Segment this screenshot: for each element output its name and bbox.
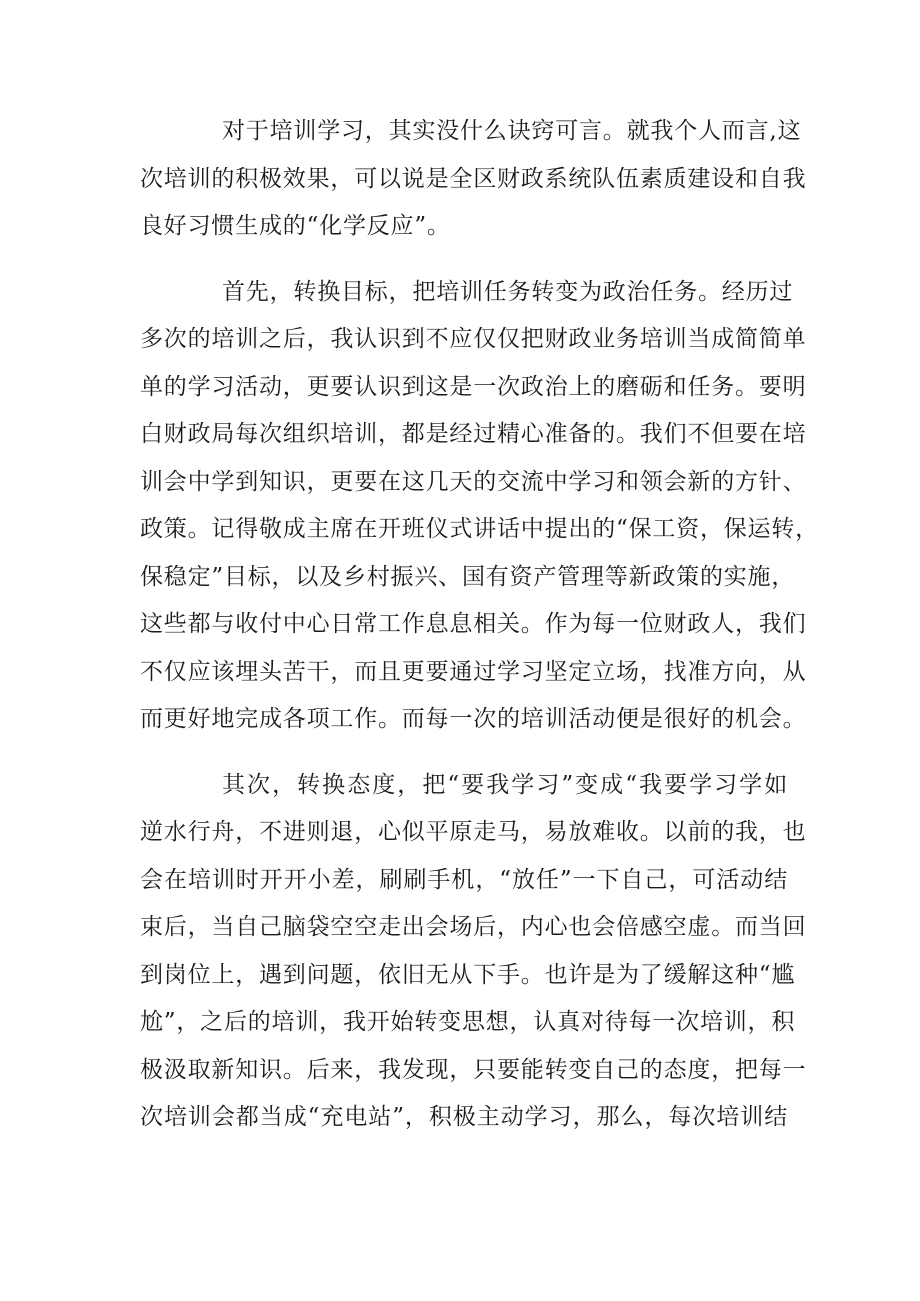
paragraph-1-line-1: 对于培训学习，其实没什么诀窍可言。就我个人而言,这 [222,118,802,144]
paragraph-3-line-7: 极汲取新知识。后来，我发现，只要能转变自己的态度，把每一 [140,1057,807,1083]
paragraph-3-line-5: 到岗位上，遇到问题，依旧无从下手。也许是为了缓解这种“尴 [140,962,796,988]
paragraph-2-line-5: 训会中学到知识，更要在这几天的交流中学习和领会新的方针、 [140,469,807,495]
paragraph-3-line-1: 其次，转换态度，把“要我学习”变成“我要学习学如 [222,772,788,798]
paragraph-2-line-9: 不仅应该埋头苦干，而且更要通过学习坚定立场，找准方向，从 [140,659,807,685]
paragraph-3-line-2: 逆水行舟，不进则退，心似平原走马，易放难收。以前的我，也 [140,819,807,845]
paragraph-2-line-3: 单的学习活动，更要认识到这是一次政治上的磨砺和任务。要明 [140,374,807,400]
paragraph-2-line-7: 保稳定”目标，以及乡村振兴、国有资产管理等新政策的实施， [140,564,796,590]
paragraph-3-line-3: 会在培训时开开小差，刷刷手机，“放任”一下自己，可活动结 [140,867,788,893]
paragraph-3-line-6: 尬”，之后的培训，我开始转变思想，认真对待每一次培训，积 [140,1009,796,1035]
paragraph-2-line-1: 首先，转换目标，把培训任务转变为政治任务。经历过 [222,279,794,305]
paragraph-2-line-8: 这些都与收付中心日常工作息息相关。作为每一位财政人，我们 [140,611,807,637]
paragraph-1-line-2: 次培训的积极效果，可以说是全区财政系统队伍素质建设和自我 [140,166,807,192]
paragraph-2-line-10: 而更好地完成各项工作。而每一次的培训活动便是很好的机会。 [140,706,807,732]
paragraph-2-line-2: 多次的培训之后，我认识到不应仅仅把财政业务培训当成简简单 [140,326,807,352]
paragraph-1-line-3: 良好习惯生成的“化学反应”。 [140,213,451,239]
paragraph-2-line-4: 白财政局每次组织培训，都是经过精心准备的。我们不但要在培 [140,421,807,447]
paragraph-2-line-6: 政策。记得敬成主席在开班仪式讲话中提出的“保工资，保运转， [140,516,819,542]
paragraph-3-line-4: 束后，当自己脑袋空空走出会场后，内心也会倍感空虚。而当回 [140,914,807,940]
paragraph-3-line-8: 次培训会都当成“充电站”，积极主动学习，那么，每次培训结 [140,1104,788,1130]
